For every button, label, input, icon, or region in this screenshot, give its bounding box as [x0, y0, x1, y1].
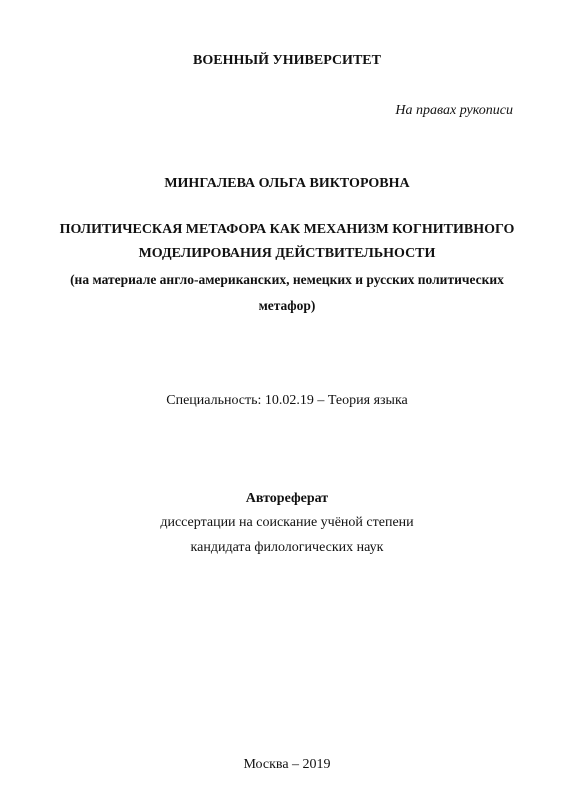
document-type: Автореферат [245, 491, 329, 506]
specialty: Специальность: 10.02.19 – Теория языка [166, 393, 408, 408]
degree-line-1: диссертации на соискание учёной степени [160, 515, 414, 530]
author-name: МИНГАЛЕВА ОЛЬГА ВИКТОРОВНА [164, 176, 410, 191]
subtitle-line-1: (на материале англо-американских, немецких и русских политических [70, 272, 504, 287]
city-year: Москва – 2019 [243, 757, 331, 772]
degree-line-2: кандидата филологических наук [190, 540, 384, 555]
title-line-2: МОДЕЛИРОВАНИЯ ДЕЙСТВИТЕЛЬНОСТИ [138, 246, 436, 261]
title-line-1: ПОЛИТИЧЕСКАЯ МЕТАФОРА КАК МЕХАНИЗМ КОГНИТИВНОГО [59, 222, 515, 237]
institution-name: ВОЕННЫЙ УНИВЕРСИТЕТ [193, 53, 381, 68]
subtitle-line-2: метафор) [258, 298, 316, 313]
rights-note: На правах рукописи [395, 103, 513, 118]
